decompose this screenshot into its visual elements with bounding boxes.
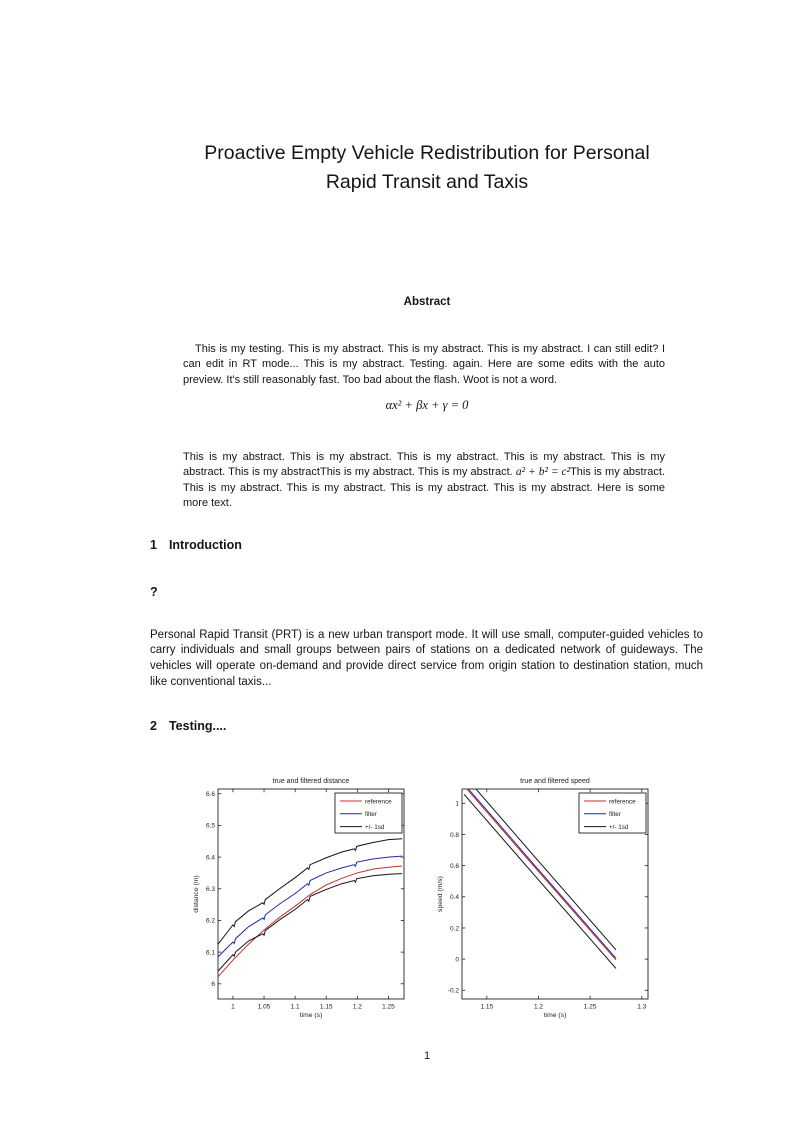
y-tick-label: 6.3 <box>205 886 215 894</box>
section-heading-testing <box>150 719 226 733</box>
abstract-heading: Abstract <box>403 296 451 308</box>
series-line--1sd <box>218 839 402 944</box>
section-title: Testing.... <box>168 719 227 733</box>
y-tick-label: 6.2 <box>205 917 215 925</box>
x-tick-label: 1.2 <box>533 1003 543 1011</box>
y-tick-label: 6.4 <box>205 854 215 862</box>
section-title: Introduction <box>168 538 242 552</box>
y-tick-label: 6.5 <box>205 822 215 830</box>
paper-title-line1: Proactive Empty Vehicle Redistribution for Personal <box>204 142 650 164</box>
series-line-reference <box>218 866 402 977</box>
y-tick-label: 6.6 <box>205 791 215 799</box>
y-tick-label: 6 <box>211 981 215 989</box>
y-tick-label: -0.2 <box>447 987 459 995</box>
series-line--1sd <box>218 874 402 972</box>
legend-label: filter <box>609 811 621 819</box>
abstract-paragraph-2-text-before: This is my abstract. This is my abstract. This is my abstract. This is my abstract. This is my abstract. This is my abstractThis is my abstract. This is my abstract. <box>183 451 665 479</box>
y-tick-label: 0 <box>455 956 459 964</box>
page-number: 1 <box>423 1050 431 1062</box>
question-mark-paragraph: ? <box>150 585 158 599</box>
y-tick-label: 0.6 <box>449 862 459 870</box>
chart-title: true and filtered speed <box>520 778 590 785</box>
chart-title: true and filtered distance <box>272 778 350 785</box>
paper-title-line2: Rapid Transit and Taxis <box>325 170 529 193</box>
introduction-paragraph: Personal Rapid Transit (PRT) is a new urban transport mode. It will use small, computer-guided vehicles to carry individuals and small groups between pairs of stations on a dedicated network of guideways. The vehicles will operate on-demand and provide direct service from origin station to destination station, much like conventional taxis... <box>150 628 703 688</box>
x-tick-label: 1.05 <box>257 1003 271 1011</box>
figure-distance-chart <box>190 773 410 1022</box>
x-tick-label: 1.25 <box>583 1003 597 1011</box>
legend-label: +/- 1sd <box>365 823 385 831</box>
figure-speed-chart <box>434 773 654 1022</box>
display-equation: αx² + βx + γ = 0 <box>385 398 469 412</box>
x-axis-label: time (s) <box>299 1012 323 1019</box>
legend-label: reference <box>365 798 392 806</box>
legend-label: +/- 1sd <box>609 823 629 831</box>
x-tick-label: 1.25 <box>382 1003 395 1011</box>
abstract-paragraph-2 <box>183 450 665 512</box>
legend-label: reference <box>609 798 636 806</box>
x-tick-label: 1.3 <box>637 1003 647 1011</box>
y-tick-label: 0.4 <box>449 894 459 902</box>
abstract-paragraph-1: This is my testing. This is my abstract. This is my abstract. This is my abstract. I can still edit? I can edit in RT mode... This is my abstract. Testing. again. Here are some edits with the auto preview. It's still reasonably fast. Too bad about the flash. Woot is not a word. <box>183 343 665 386</box>
x-tick-label: 1.15 <box>319 1003 333 1011</box>
x-axis-label: time (s) <box>543 1012 567 1019</box>
section-number: 2 <box>150 719 157 733</box>
abstract-paragraph-2-text-after: This is my abstract. This is my abstract. This is my abstract. This is my abstract. This is my abstract. Here is some more text. <box>183 466 666 510</box>
x-tick-label: 1.1 <box>290 1003 300 1011</box>
y-tick-label: 1 <box>455 800 459 808</box>
y-tick-label: 0.2 <box>449 925 459 933</box>
y-axis-label: distance (m) <box>193 875 200 913</box>
section-heading-introduction <box>150 538 242 552</box>
x-tick-label: 1.2 <box>352 1003 362 1011</box>
x-tick-label: 1.15 <box>480 1003 494 1011</box>
paper-title <box>150 139 704 196</box>
y-axis-label: speed (m/s) <box>437 876 444 912</box>
inline-equation: a² + b² = c² <box>515 466 571 479</box>
y-tick-label: 0.8 <box>449 831 459 839</box>
legend-label: filter <box>365 811 377 819</box>
y-tick-label: 6.1 <box>205 949 215 957</box>
x-tick-label: 1 <box>231 1003 235 1011</box>
series-line-filter <box>218 856 402 957</box>
section-number: 1 <box>150 538 157 552</box>
